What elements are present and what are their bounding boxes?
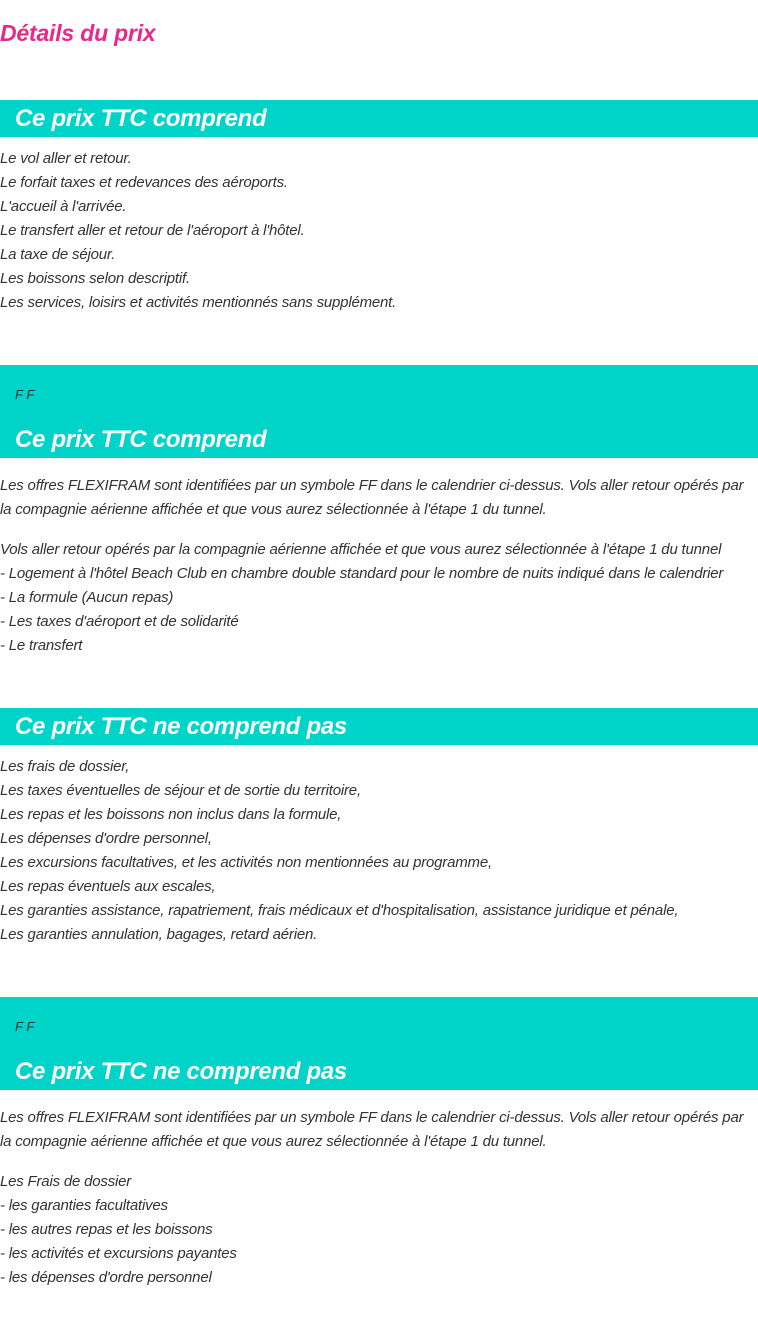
- list-item: Le vol aller et retour.: [0, 150, 132, 167]
- list-item: - les dépenses d'ordre personnel: [0, 1269, 212, 1286]
- list-item: Le transfert aller et retour de l'aéroport à l'hôtel.: [0, 222, 305, 239]
- list-item: Les taxes éventuelles de séjour et de sortie du territoire,: [0, 782, 361, 799]
- list-item: Les services, loisirs et activités mentionnés sans supplément.: [0, 294, 397, 311]
- list-item: Les repas et les boissons non inclus dans la formule,: [0, 806, 342, 823]
- list-item: Les repas éventuels aux escales,: [0, 878, 216, 895]
- section-header-flexifram-includes: [0, 365, 758, 458]
- list-item: - La formule (Aucun repas): [0, 589, 174, 606]
- flexifram-excludes-list: [0, 1170, 758, 1290]
- list-item: Les dépenses d'ordre personnel,: [0, 830, 212, 847]
- list-item: La taxe de séjour.: [0, 246, 116, 263]
- section-header-flexifram-excludes: [0, 997, 758, 1090]
- section-title: Ce prix TTC ne comprend pas: [15, 713, 347, 740]
- list-item: Le forfait taxes et redevances des aéroports.: [0, 174, 288, 191]
- section-title: Ce prix TTC comprend: [15, 426, 267, 453]
- list-item: - les activités et excursions payantes: [0, 1245, 237, 1262]
- excludes-list: [0, 755, 758, 947]
- flexifram-intro: Les offres FLEXIFRAM sont identifiées par un symbole FF dans le calendrier ci-dessus. Vols aller retour opérés par la compagnie aérienne affichée et que vous aurez sélectionnée à l'étape 1 du tunnel.: [0, 477, 744, 518]
- list-item: Vols aller retour opérés par la compagnie aérienne affichée et que vous aurez sélectionnée à l'étape 1 du tunnel: [0, 541, 722, 558]
- page-title: Détails du prix: [0, 20, 156, 46]
- list-item: Les boissons selon descriptif.: [0, 270, 190, 287]
- list-item: Les garanties annulation, bagages, retard aérien.: [0, 926, 318, 943]
- list-item: Les excursions facultatives, et les activités non mentionnées au programme,: [0, 854, 492, 871]
- section-title: Ce prix TTC ne comprend pas: [15, 1058, 347, 1085]
- list-item: - les garanties facultatives: [0, 1197, 168, 1214]
- flexifram-includes-list: [0, 538, 758, 658]
- list-item: - Logement à l'hôtel Beach Club en chambre double standard pour le nombre de nuits indiqué dans le calendrier: [0, 565, 724, 582]
- list-item: Les garanties assistance, rapatriement, frais médicaux et d'hospitalisation, assistance juridique et pénale,: [0, 902, 679, 919]
- list-item: Les Frais de dossier: [0, 1173, 132, 1190]
- list-item: - Le transfert: [0, 637, 83, 654]
- flexifram-intro: Les offres FLEXIFRAM sont identifiées par un symbole FF dans le calendrier ci-dessus. Vols aller retour opérés par la compagnie aérienne affichée et que vous aurez sélectionnée à l'étape 1 du tunnel.: [0, 1109, 744, 1150]
- includes-list: [0, 147, 758, 315]
- list-item: L'accueil à l'arrivée.: [0, 198, 127, 215]
- ff-tag: F F: [15, 1019, 35, 1034]
- section-header-excludes: [0, 708, 758, 745]
- ff-tag: F F: [15, 387, 35, 402]
- section-title: Ce prix TTC comprend: [15, 105, 267, 132]
- list-item: Les frais de dossier,: [0, 758, 130, 775]
- list-item: - les autres repas et les boissons: [0, 1221, 213, 1238]
- section-header-includes: [0, 100, 758, 137]
- list-item: - Les taxes d'aéroport et de solidarité: [0, 613, 239, 630]
